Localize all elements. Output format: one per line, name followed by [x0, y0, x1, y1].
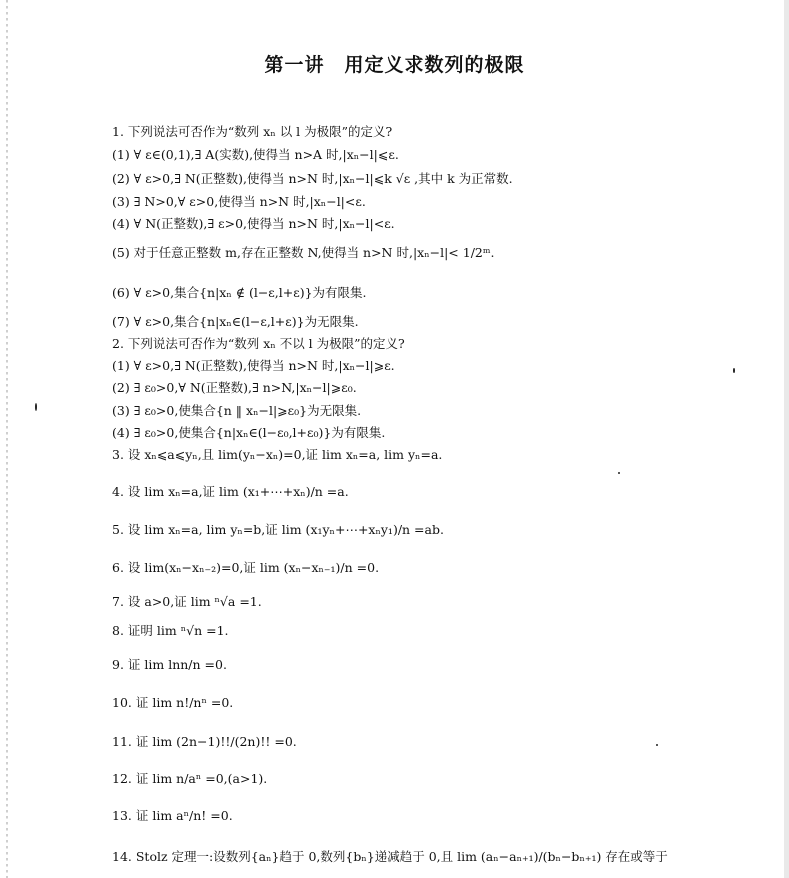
exercise-line: (5) 对于任意正整数 m,存在正整数 N,使得当 n>N 时,|xₙ−l|< 1/2ᵐ. [112, 245, 495, 260]
exercise-line: 13. 证 lim aⁿ/n! =0. [112, 808, 233, 823]
exercise-line: (1) ∀ ε>0,∃ N(正整数),使得当 n>N 时,|xₙ−l|⩾ε. [112, 358, 395, 373]
exercise-line: (3) ∃ N>0,∀ ε>0,使得当 n>N 时,|xₙ−l|<ε. [112, 194, 366, 209]
exercise-line: (4) ∀ N(正整数),∃ ε>0,使得当 n>N 时,|xₙ−l|<ε. [112, 216, 395, 231]
scrollbar-track[interactable] [784, 0, 789, 878]
exercise-line: 5. 设 lim xₙ=a, lim yₙ=b,证 lim (x₁yₙ+⋯+xₙy₁)/n =ab. [112, 522, 444, 537]
exercise-line: 14. Stolz 定理一:设数列{aₙ}趋于 0,数列{bₙ}递减趋于 0,且 lim (aₙ−aₙ₊₁)/(bₙ−bₙ₊₁) 存在或等于 [112, 849, 668, 864]
exercise-line: 7. 设 a>0,证 lim ⁿ√a =1. [112, 594, 262, 609]
exercise-line: (7) ∀ ε>0,集合{n|xₙ∈(l−ε,l+ε)}为无限集. [112, 314, 359, 329]
exercise-line: 10. 证 lim n!/nⁿ =0. [112, 695, 234, 710]
page-title: 第一讲 用定义求数列的极限 [264, 54, 525, 76]
scan-speck [733, 368, 735, 373]
exercise-line: (3) ∃ ε₀>0,使集合{n ‖ xₙ−l|⩾ε₀}为无限集. [112, 403, 362, 418]
exercise-line: 8. 证明 lim ⁿ√n =1. [112, 623, 229, 638]
exercise-line: 12. 证 lim n/aⁿ =0,(a>1). [112, 771, 268, 786]
exercise-line: 11. 证 lim (2n−1)!!/(2n)!! =0. [112, 734, 297, 749]
scan-speck [35, 403, 37, 411]
exercise-line: (2) ∀ ε>0,∃ N(正整数),使得当 n>N 时,|xₙ−l|⩽k √ε ,其中 k 为正常数. [112, 171, 513, 186]
scan-speck [656, 744, 658, 746]
scan-speck [618, 472, 620, 474]
exercise-line: 1. 下列说法可否作为“数列 xₙ 以 l 为极限”的定义? [112, 124, 393, 139]
exercise-line: 6. 设 lim(xₙ−xₙ₋₂)=0,证 lim (xₙ−xₙ₋₁)/n =0. [112, 560, 380, 575]
exercise-line: 2. 下列说法可否作为“数列 xₙ 不以 l 为极限”的定义? [112, 336, 405, 351]
exercise-line: 4. 设 lim xₙ=a,证 lim (x₁+⋯+xₙ)/n =a. [112, 484, 349, 499]
exercise-line: 3. 设 xₙ⩽a⩽yₙ,且 lim(yₙ−xₙ)=0,证 lim xₙ=a, lim yₙ=a. [112, 447, 443, 462]
exercise-line: (4) ∃ ε₀>0,使集合{n|xₙ∈(l−ε₀,l+ε₀)}为有限集. [112, 425, 386, 440]
exercise-line: (6) ∀ ε>0,集合{n|xₙ ∉ (l−ε,l+ε)}为有限集. [112, 285, 367, 300]
exercise-line: 9. 证 lim lnn/n =0. [112, 657, 227, 672]
exercise-line: (2) ∃ ε₀>0,∀ N(正整数),∃ n>N,|xₙ−l|⩾ε₀. [112, 380, 357, 395]
scan-edge-left [6, 0, 8, 878]
exercise-line: (1) ∀ ε∈(0,1),∃ A(实数),使得当 n>A 时,|xₙ−l|⩽ε. [112, 147, 399, 162]
